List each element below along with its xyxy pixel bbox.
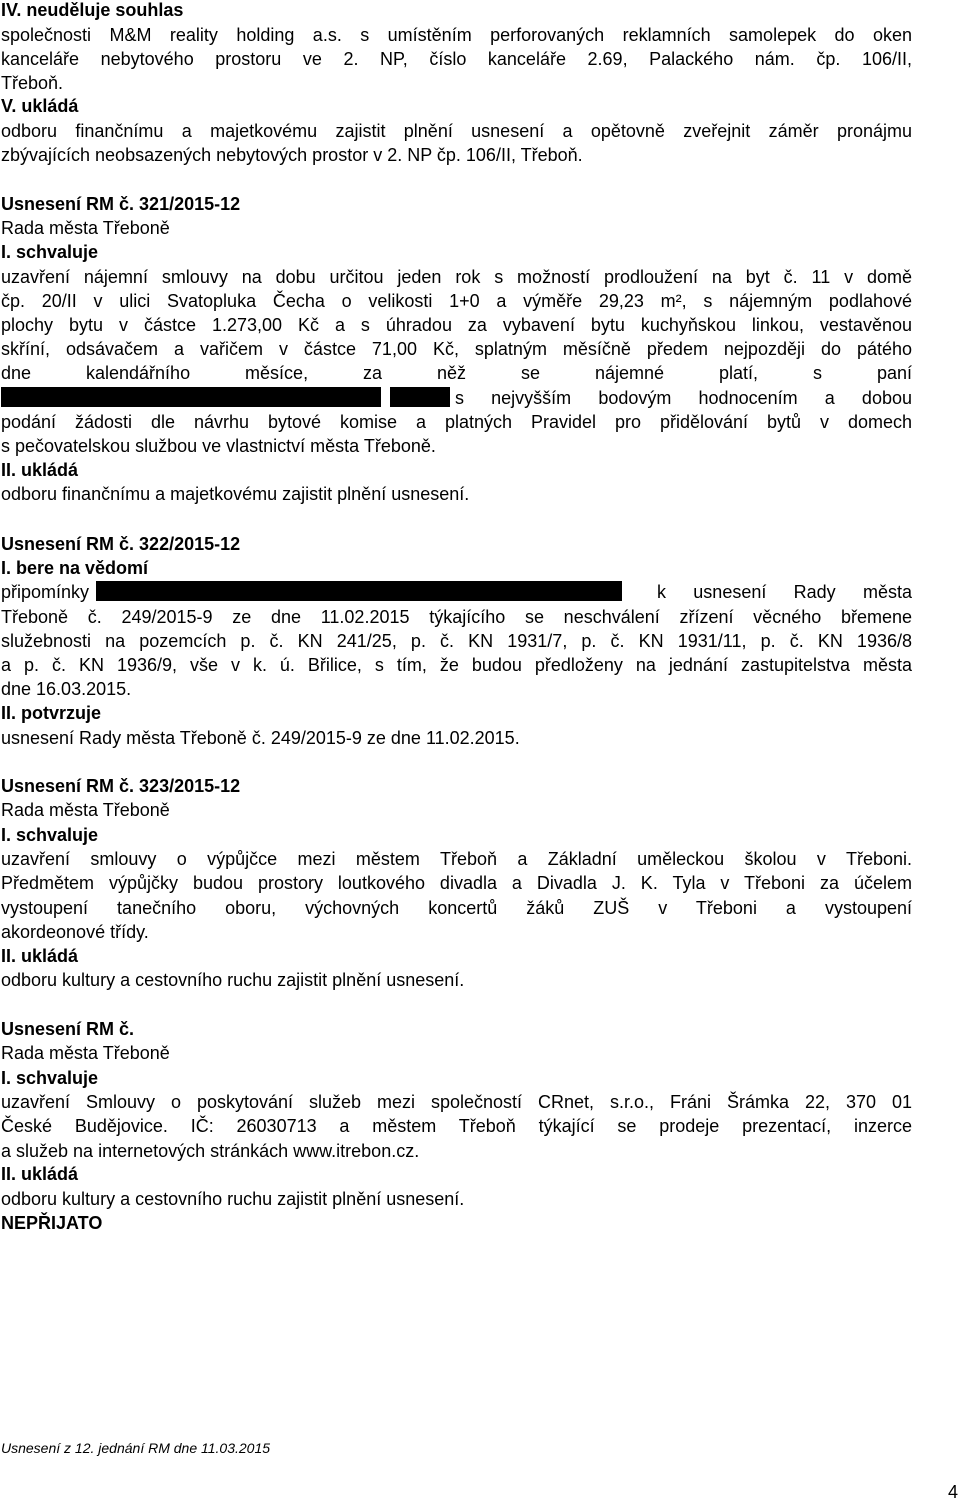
section-heading: I. schvaluje (1, 825, 99, 845)
paragraph-line: akordeonové třídy. (1, 922, 149, 942)
paragraph-line: usnesení Rady města Třeboně č. 249/2015-9 ze dne 11.02.2015. (1, 728, 520, 748)
section-heading: II. ukládá (1, 460, 79, 480)
paragraph-line: uzavření nájemní smlouvy na dobu určitou jeden rok s možností prodloužení na byt č. 11 v domě (1, 267, 912, 287)
paragraph-line: uzavření smlouvy o výpůjčce mezi městem Třeboň a Základní uměleckou školou v Třeboni. (1, 849, 912, 869)
resolution-title: Usnesení RM č. 321/2015-12 (1, 194, 241, 214)
section-heading: I. schvaluje (1, 1068, 99, 1088)
paragraph-line: čp. 20/II v ulici Svatopluka Čecha o velikosti 1+0 a výměře 29,23 m², s nájemným podlahové (1, 291, 912, 311)
paragraph-line: společnosti M&M reality holding a.s. s umístěním perforovaných reklamních samolepek do oken (1, 25, 912, 45)
paragraph-line: Třeboně č. 249/2015-9 ze dne 11.02.2015 týkajícího se neschválení zřízení věcného břemene (1, 607, 912, 627)
redaction-bar (1, 387, 381, 407)
paragraph-line: plochy bytu v částce 1.273,00 Kč a s úhradou za vybavení bytu kuchyňskou linkou, vestavěnou (1, 315, 912, 335)
rejected-status: NEPŘIJATO (1, 1213, 103, 1233)
section-heading: IV. neuděluje souhlas (1, 0, 184, 20)
paragraph-line: podání žádosti dle návrhu bytové komise a platných Pravidel pro přidělování bytů v domech (1, 412, 912, 432)
paragraph-line: odboru finančnímu a majetkovému zajistit plnění usnesení a opětovně zveřejnit záměr pronájmu (1, 121, 912, 141)
council-name: Rada města Třeboně (1, 218, 170, 238)
page-number: 4 (947, 1482, 958, 1502)
paragraph-line: služebnosti na pozemcích p. č. KN 241/25, p. č. KN 1931/7, p. č. KN 1931/11, p. č. KN 1936/8 (1, 631, 912, 651)
paragraph-line: odboru finančnímu a majetkovému zajistit plnění usnesení. (1, 484, 470, 504)
resolution-title: Usnesení RM č. (1, 1019, 135, 1039)
paragraph-line: dne 16.03.2015. (1, 679, 132, 699)
paragraph-line: a p. č. KN 1936/9, vše v k. ú. Břilice, s tím, že budou předloženy na jednání zastupitelstva města (1, 655, 912, 675)
section-heading: II. ukládá (1, 1164, 79, 1184)
paragraph-fragment: k usnesení Rady města (657, 582, 912, 602)
paragraph-line: odboru kultury a cestovního ruchu zajistit plnění usnesení. (1, 1189, 465, 1209)
section-heading: V. ukládá (1, 96, 79, 116)
paragraph-line: kanceláře nebytového prostoru ve 2. NP, číslo kanceláře 2.69, Palackého nám. čp. 106/II, (1, 49, 912, 69)
section-heading: II. potvrzuje (1, 703, 102, 723)
paragraph-line: České Budějovice. IČ: 26030713 a městem Třeboň týkající se prodeje prezentací, inzerce (1, 1116, 912, 1136)
section-heading: I. schvaluje (1, 242, 99, 262)
paragraph-line-redacted (1, 580, 912, 604)
redaction-bar (390, 387, 450, 407)
page-footer: Usnesení z 12. jednání RM dne 11.03.2015 (1, 1440, 271, 1456)
paragraph-fragment: s nejvyšším bodovým hodnocením a dobou (455, 388, 912, 408)
section-heading: II. ukládá (1, 946, 79, 966)
paragraph-fragment: připomínky (1, 582, 90, 602)
paragraph-line: vystoupení tanečního oboru, výchovných koncertů žáků ZUŠ v Třeboni a vystoupení (1, 898, 912, 918)
council-name: Rada města Třeboně (1, 1043, 170, 1063)
paragraph-line: dne kalendářního měsíce, za něž se nájemné platí, s paní (1, 363, 912, 383)
paragraph-line: uzavření Smlouvy o poskytování služeb mezi společností CRnet, s.r.o., Fráni Šrámka 22, 370 01 (1, 1092, 912, 1112)
section-heading: I. bere na vědomí (1, 558, 149, 578)
paragraph-line-redacted (1, 386, 912, 410)
paragraph-line: a služeb na internetových stránkách www.itrebon.cz. (1, 1141, 420, 1161)
paragraph-line: skříní, odsávačem a vařičem v částce 71,00 Kč, splatným měsíčně předem nejpozději do pátého (1, 339, 912, 359)
paragraph-line: odboru kultury a cestovního ruchu zajistit plnění usnesení. (1, 970, 465, 990)
resolution-title: Usnesení RM č. 322/2015-12 (1, 534, 241, 554)
redaction-bar (96, 581, 622, 601)
council-name: Rada města Třeboně (1, 800, 170, 820)
paragraph-line: zbývajících neobsazených nebytových prostor v 2. NP čp. 106/II, Třeboň. (1, 145, 583, 165)
paragraph-line: Předmětem výpůjčky budou prostory loutkového divadla a Divadla J. K. Tyla v Třeboni za účelem (1, 873, 912, 893)
resolution-title: Usnesení RM č. 323/2015-12 (1, 776, 241, 796)
paragraph-line: Třeboň. (1, 73, 64, 93)
paragraph-line: s pečovatelskou službou ve vlastnictví města Třeboně. (1, 436, 436, 456)
